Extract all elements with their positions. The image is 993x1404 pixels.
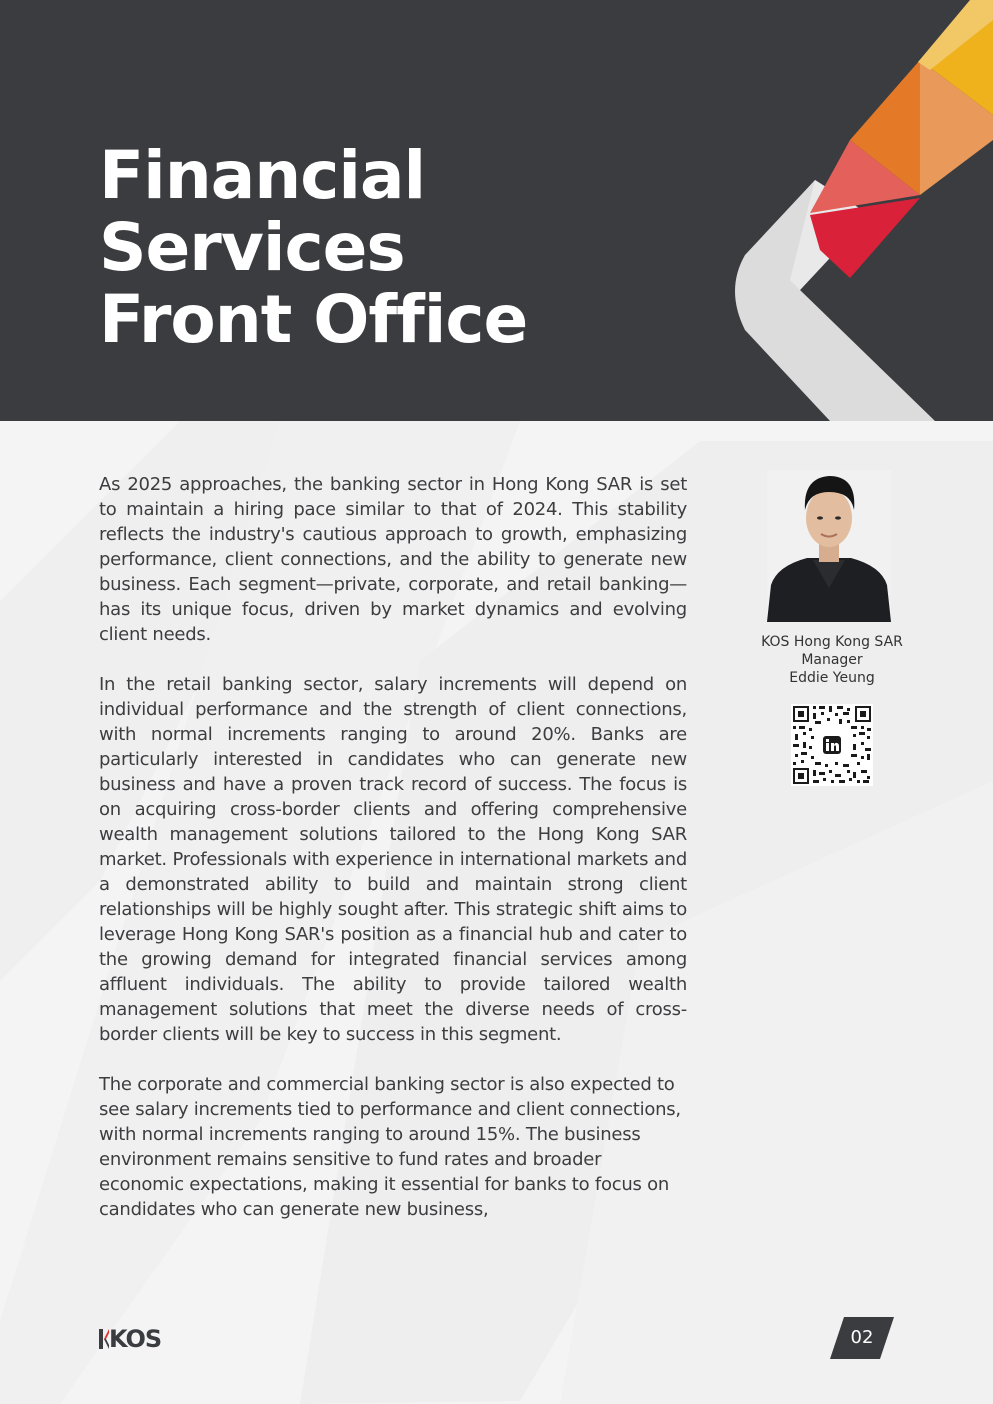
logo-text: KOS — [109, 1325, 162, 1353]
body-content — [99, 472, 687, 1247]
page-number-badge — [830, 1317, 894, 1359]
logo-mark-icon — [99, 1327, 109, 1351]
profile-name: Eddie Yeung — [789, 670, 875, 686]
title-line-1: Financial — [99, 137, 426, 214]
paragraph-3: The corporate and commercial banking sector is also expected to see salary increments tied to performance and client connections, with normal increments ranging to around 15%. The business environment remains sensitive to fund rates and broader economic expectations, making it essential for banks to focus on candidates who can generate new business, — [99, 1074, 681, 1220]
profile-info — [745, 633, 919, 687]
paragraph-1: As 2025 approaches, the banking sector in Hong Kong SAR is set to maintain a hiring pace similar to that of 2024. This stability reflects the industry's cautious approach to growth, emphasizing performance, client connections, and the ability to generate new business. Each segment—private, corporate, and retail banking—has its unique focus, driven by market dynamics and evolving client needs. — [99, 474, 687, 645]
paragraph-2: In the retail banking sector, salary increments will depend on individual performance and the strength of client connections, with normal increments ranging to around 20%. Banks are particularly interested in candidates who can generate new business and have a proven track record of success. The focus is on acquiring cross-border clients and offering comprehensive wealth management solutions tailored to the Hong Kong SAR market. Professionals with experience in international markets and a demonstrated ability to build and maintain strong client relationships will be highly sought after. This strategic shift aims to leverage Hong Kong SAR's position as a financial hub and cater to the growing demand for integrated financial services among affluent individuals. The ability to provide tailored wealth management solutions that meet the diverse needs of cross-border clients will be key to success in this segment. — [99, 674, 687, 1045]
header-band — [0, 0, 993, 421]
profile-office: KOS Hong Kong SAR — [761, 634, 903, 650]
kos-logo — [99, 1326, 161, 1352]
title-line-3: Front Office — [99, 281, 528, 358]
title-line-2: Services — [99, 209, 405, 286]
person-portrait-icon — [767, 470, 891, 622]
profile-photo — [767, 470, 891, 622]
page-title — [99, 137, 528, 358]
profile-role: Manager — [801, 652, 863, 668]
linkedin-qr-icon[interactable] — [791, 704, 873, 786]
page-number: 02 — [850, 1327, 874, 1348]
